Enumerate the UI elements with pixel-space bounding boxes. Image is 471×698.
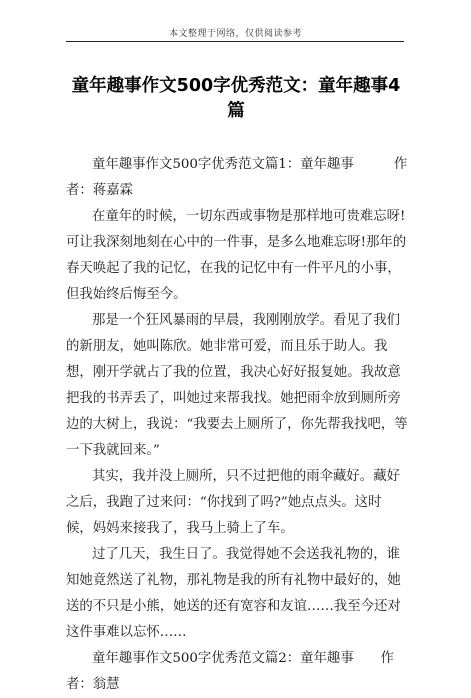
document-body bbox=[66, 152, 408, 698]
paragraph-6: 童年趣事作文500字优秀范文篇2：童年趣事 作者：翁慧 bbox=[66, 651, 394, 692]
paragraph-3: 那是一个狂风暴雨的早晨，我刚刚放学。看见了我们的新朋友，她叫陈欣。她非常可爱，而且乐于助人。我想，刚开学就占了我的位置，我决心好好报复她。我故意把我的书弄丢了，叫她过来帮我找。她把雨伞放到厕所旁边的大树上，我说：“我要去上厕所了，你先帮我找吧，等一下我就回来。” bbox=[66, 313, 408, 458]
header-note: 本文整理于网络，仅供阅读参考 bbox=[168, 29, 302, 39]
paragraph-2: 在童年的时候，一切东西或事物是那样地可贵难忘呀!可让我深刻地刻在心中的一件事，是多么地难忘呀!那年的春天唤起了我的记忆，在我的记忆中有一件平凡的小事，但我始终后悔至今。 bbox=[66, 209, 407, 302]
paragraph-5: 过了几天，我生日了。我觉得她不会送我礼物的，谁知她竟然送了礼物，那礼物是我的所有礼物中最好的，她送的不只是小熊，她送的还有宽容和友谊……我至今还对这件事难以忘怀…… bbox=[66, 547, 401, 640]
document-title: 童年趣事作文500字优秀范文：童年趣事4篇 bbox=[71, 76, 401, 121]
paragraph-1: 童年趣事作文500字优秀范文篇1：童年趣事 作者：蒋嘉霖 bbox=[66, 157, 408, 198]
paragraph-4: 其实，我并没上厕所，只不过把他的雨伞藏好。藏好之后，我跑了过来问：“你找到了吗?”她点点头。这时候，妈妈来接我了，我马上骑上了车。 bbox=[66, 469, 400, 536]
header-divider bbox=[66, 41, 404, 42]
